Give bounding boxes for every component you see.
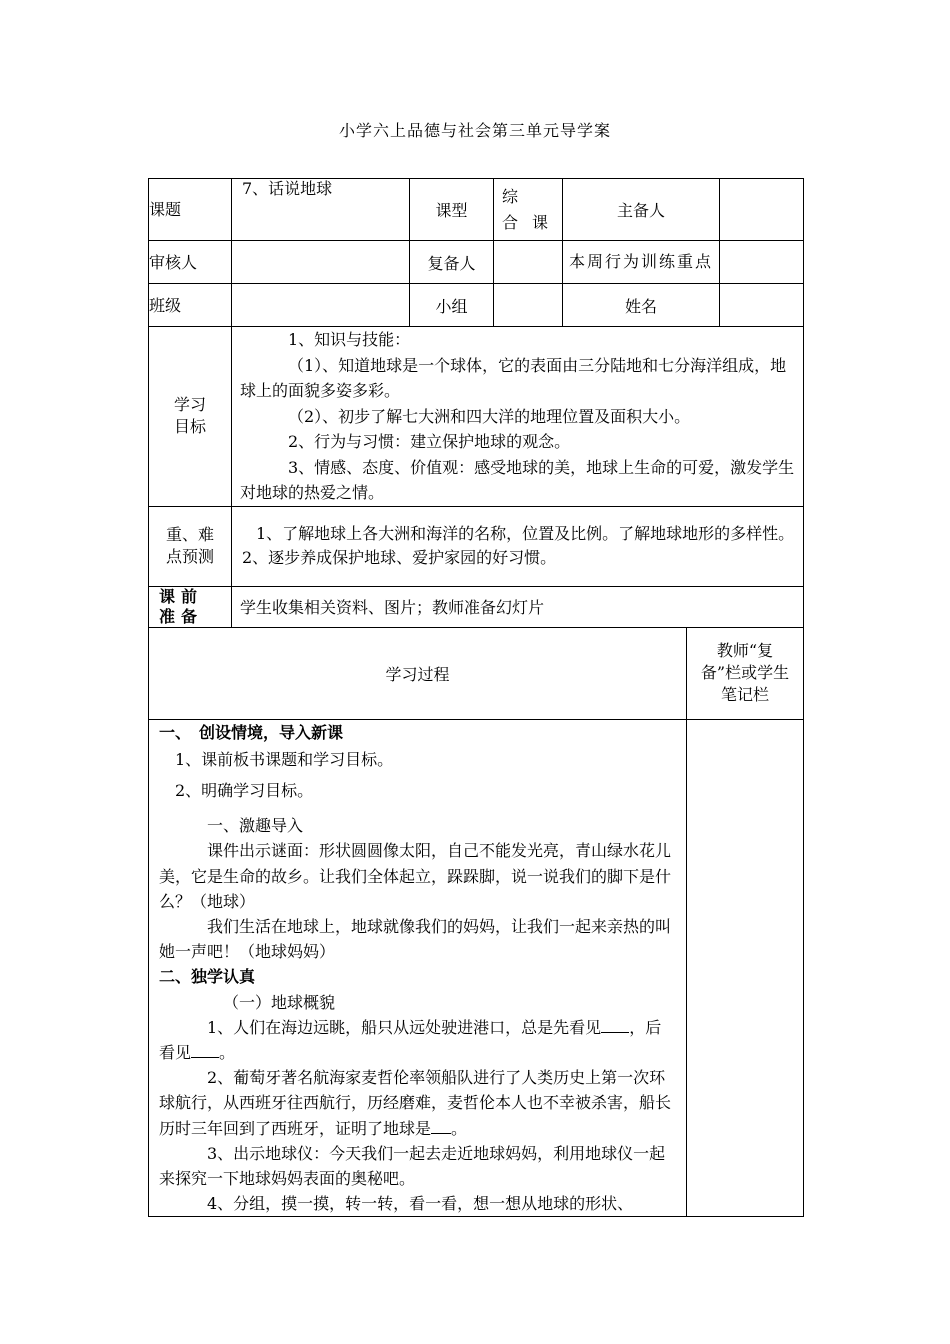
lead-value: [720, 179, 804, 241]
goals-row: [149, 327, 804, 507]
section-2-question-1: 1、人们在海边远眺，船只从远处驶进港口，总是先看见 ，后看见 。: [159, 1017, 662, 1062]
lead-label: 主备人: [563, 179, 720, 241]
goals-content: [232, 327, 804, 507]
key-points-label: 重、难点预测: [149, 506, 232, 586]
prep-label: 课前准备: [149, 586, 232, 627]
goals-line-1: 1、知识与技能：: [288, 330, 411, 349]
process-content: [149, 719, 687, 1217]
key-point-1: 1、了解地球上各大洲和海洋的名称，位置及比例。了解地球地形的多样性。: [256, 524, 795, 543]
process-header-row: [149, 627, 804, 719]
section-2-line-1: （一）地球概貌: [223, 992, 336, 1012]
co-label: 复备人: [410, 241, 494, 284]
topic-label: 课题: [149, 179, 232, 241]
name-label: 姓名: [563, 284, 720, 327]
document-title: 小学六上品德与社会第三单元导学案: [338, 121, 611, 140]
header-row-reviewer: [149, 241, 804, 284]
reviewer-label: 审核人: [149, 241, 232, 284]
goals-line-5: 3、情感、态度、价值观：感受地球的美，地球上生命的可爱，激发学生对地球的热爱之情。: [240, 457, 795, 502]
type-value: 综 合课: [494, 179, 563, 241]
reviewer-value: [232, 241, 410, 284]
goals-label: 学习目标: [149, 327, 232, 507]
section-2-question-3: 3、出示地球仪：今天我们一起去走近地球妈妈，利用地球仪一起来探究一下地球妈妈表面的奥秘吧。: [159, 1143, 666, 1188]
focus-label: 本周行为训练重点: [563, 241, 720, 284]
section-2-question-4: 4、分组，摸一摸，转一转，看一看，想一想从地球的形状、: [207, 1194, 634, 1214]
type-label: 课型: [410, 179, 494, 241]
lesson-plan-table: [148, 178, 804, 1217]
process-body-row: [149, 719, 804, 1217]
section-2-title: 二、独学认真: [159, 967, 256, 987]
section-1-line-3: 一、激趣导入: [207, 816, 304, 836]
section-1-line-4: 课件出示谜面：形状圆圆像太阳，自己不能发光亮，青山绿水花儿美，它是生命的故乡。让我们全体起立，跺跺脚，说一说我们的脚下是什么？（地球）: [159, 841, 672, 911]
name-value: [720, 284, 804, 327]
notes-column: [687, 719, 804, 1217]
section-2-question-2: 2、葡萄牙著名航海家麦哲伦率领船队进行了人类历史上第一次环球航行，从西班牙往西航行，历经磨难，麦哲伦本人也不幸被杀害，船长历时三年回到了西班牙，证明了地球是 。: [159, 1068, 672, 1138]
section-1-title: 一、 创设情境，导入新课: [159, 722, 344, 742]
answer-blank[interactable]: [431, 1119, 451, 1134]
class-value: [232, 284, 410, 327]
co-value: [494, 241, 563, 284]
prep-value: 学生收集相关资料、图片；教师准备幻灯片: [232, 586, 804, 627]
section-1-line-5: 我们生活在地球上，地球就像我们的妈妈，让我们一起来亲热的叫她一声吧！（地球妈妈）: [159, 916, 672, 962]
goals-line-4: 2、行为与习惯：建立保护地球的观念。: [288, 432, 571, 451]
goals-line-2: （1）、知道地球是一个球体，它的表面由三分陆地和七分海洋组成，地球上的面貌多姿多彩。: [240, 355, 787, 400]
group-value: [494, 284, 563, 327]
answer-blank[interactable]: [601, 1018, 629, 1033]
notes-label: 教师“复备”栏或学生笔记栏: [687, 627, 804, 719]
section-1-line-1: 1、课前板书课题和学习目标。: [175, 749, 394, 769]
answer-blank[interactable]: [191, 1043, 219, 1058]
focus-value: [720, 241, 804, 284]
process-label: 学习过程: [149, 627, 687, 719]
key-point-2: 2、逐步养成保护地球、爱护家园的好习惯。: [242, 548, 557, 567]
key-points-row: [149, 506, 804, 586]
topic-value: 7、话说地球: [232, 179, 410, 241]
header-row-topic: [149, 179, 804, 241]
prep-row: [149, 586, 804, 627]
section-1-line-2: 2、明确学习目标。: [175, 780, 314, 800]
key-points-content: [232, 506, 804, 586]
header-row-class: [149, 284, 804, 327]
group-label: 小组: [410, 284, 494, 327]
goals-line-3: （2）、初步了解七大洲和四大洋的地理位置及面积大小。: [288, 406, 691, 426]
class-label: 班级: [149, 284, 232, 327]
